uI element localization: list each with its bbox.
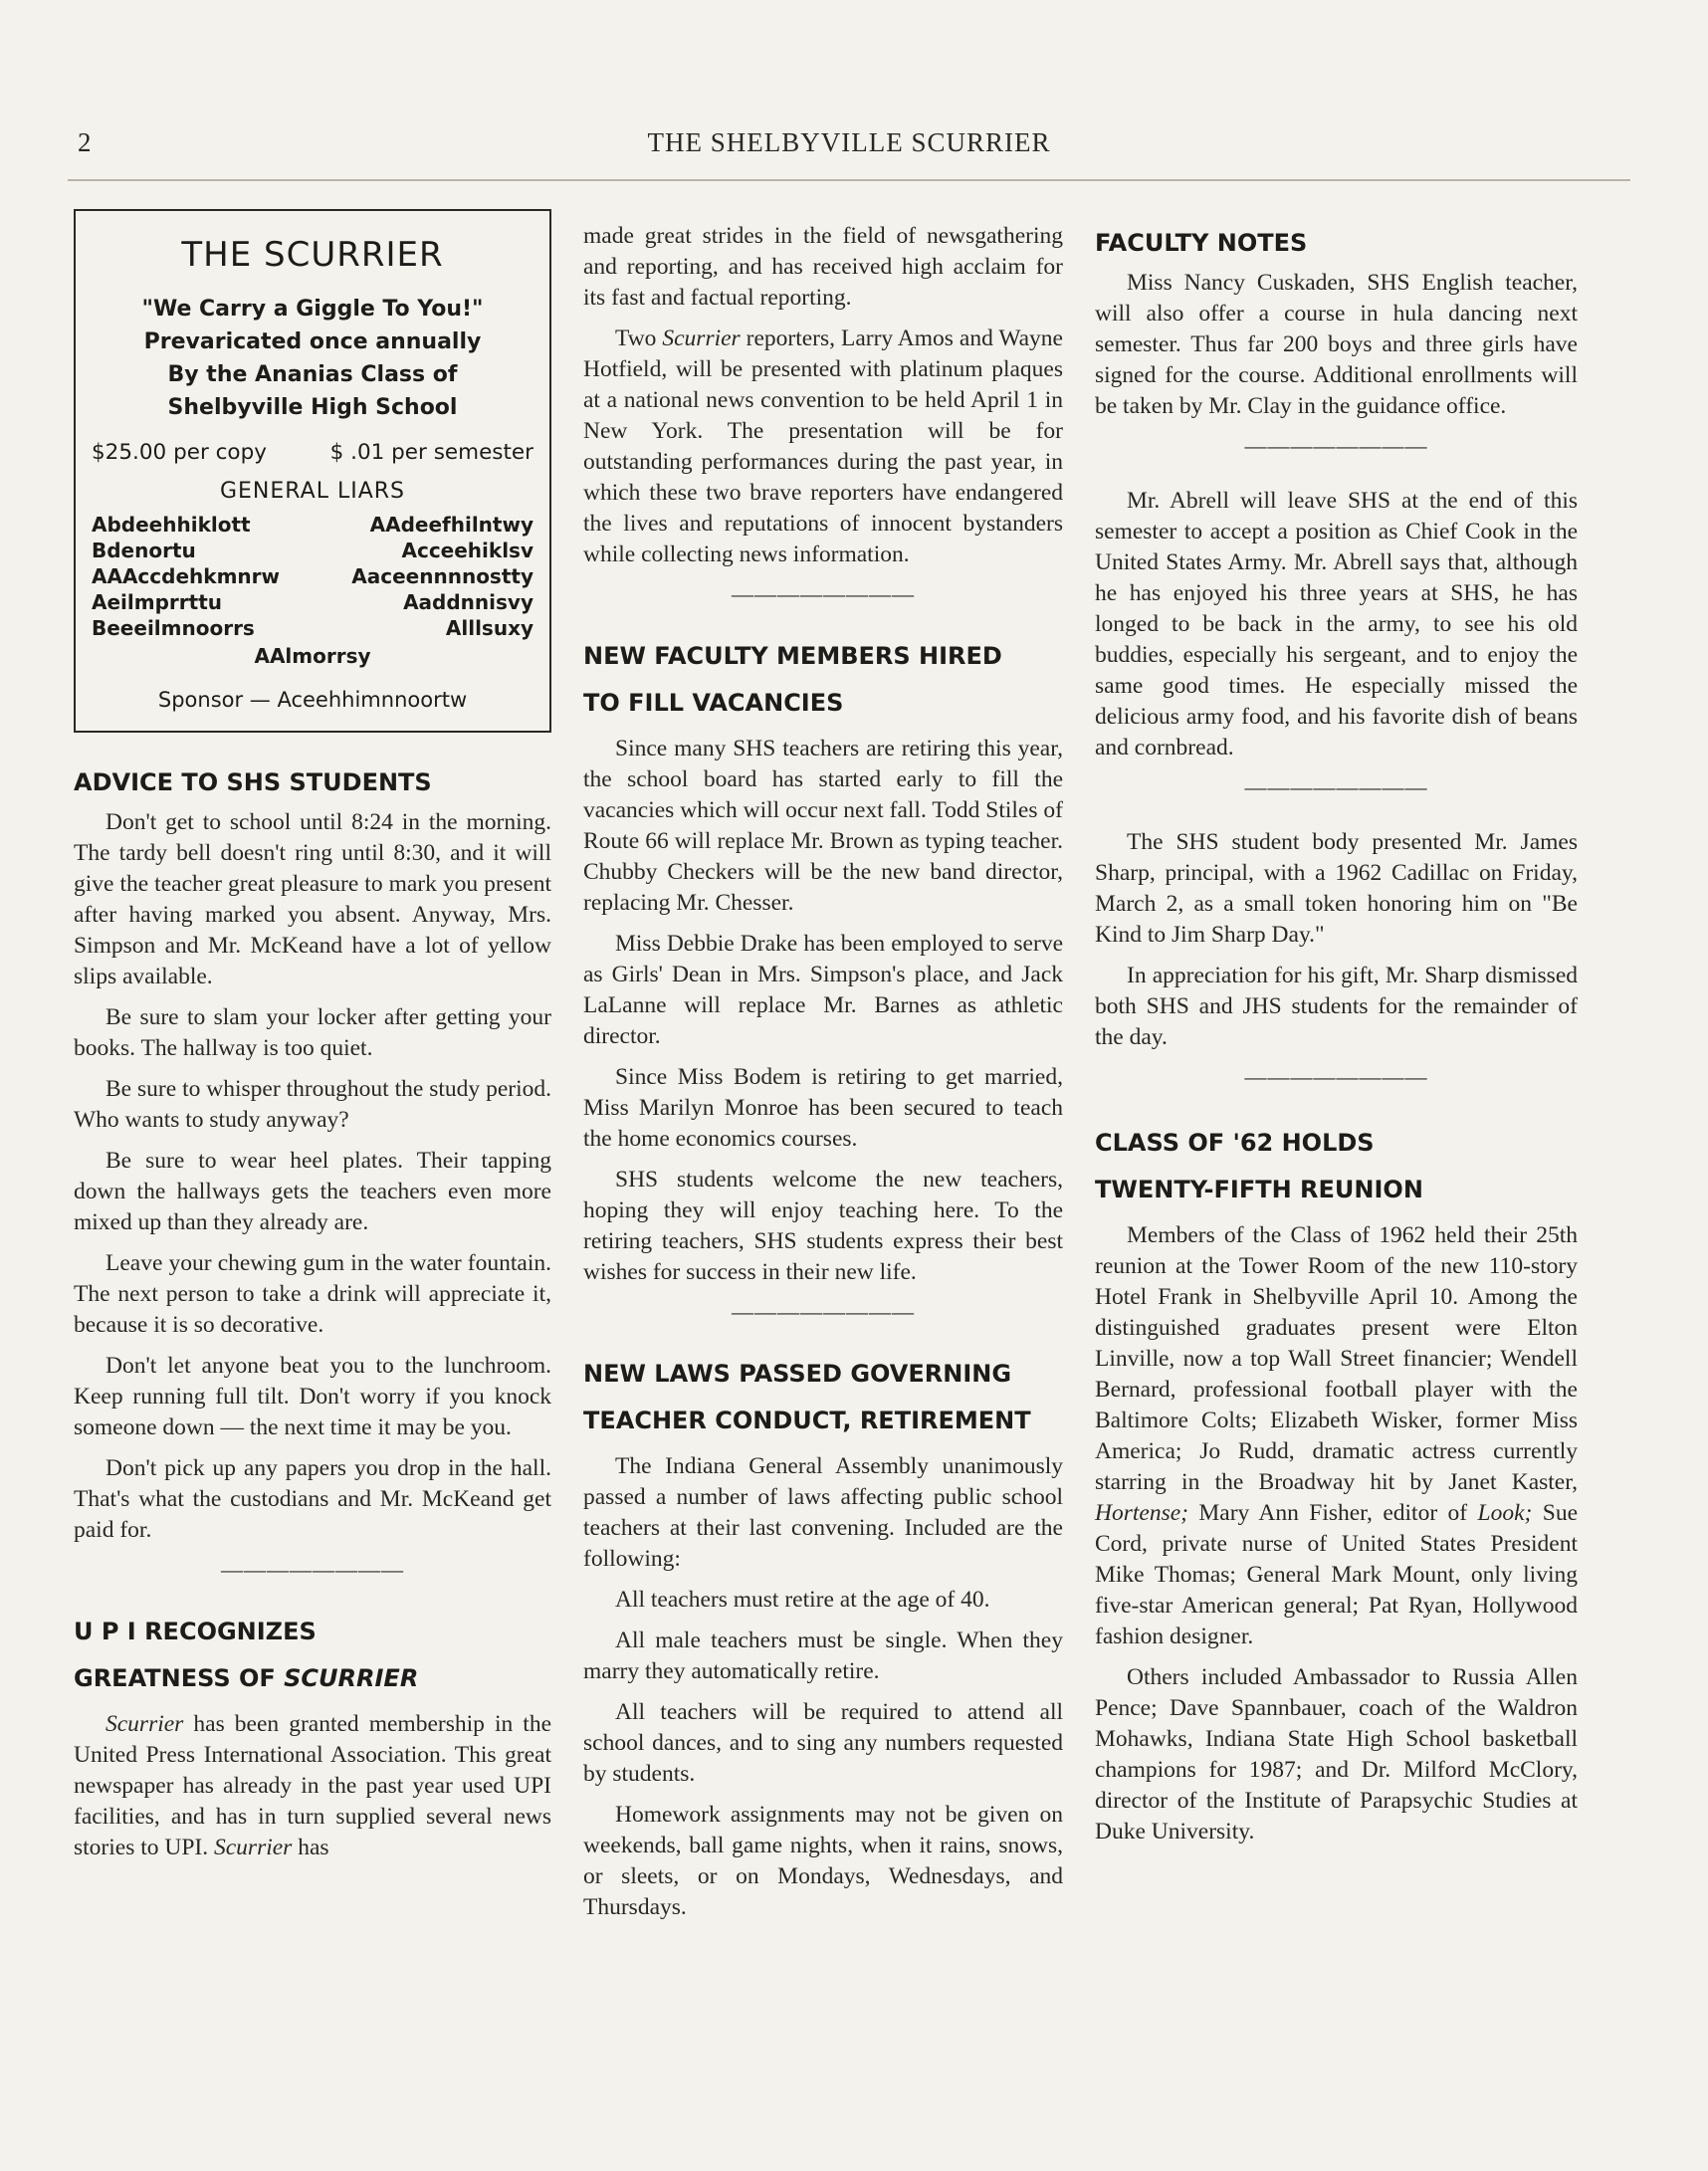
headline-italic: SCURRIER xyxy=(284,1664,419,1692)
article-paragraph: made great strides in the field of newsgathering and reporting, and has received high acclaim for its fast and factual reporting. xyxy=(583,223,1063,311)
article-paragraph: Others included Ambassador to Russia Allen Pence; Dave Spannbauer, coach of the Waldron Mohawks, Indiana State High School basketball champions for 1987; and Dr. Milford McClory, director of the Institute of Parapsychic Studies at Duke University. xyxy=(1095,1664,1578,1845)
masthead-line: Prevaricated once annually xyxy=(143,329,482,354)
price-per-copy: $25.00 per copy xyxy=(92,440,267,465)
masthead-line: By the Ananias Class of xyxy=(167,362,458,387)
article-paragraph: All male teachers must be single. When they marry they automatically retire. xyxy=(583,1628,1063,1684)
page-number: 2 xyxy=(78,127,93,157)
headline-line: CLASS OF '62 HOLDS xyxy=(1095,1129,1375,1157)
liar-name: AAdeefhilntwy xyxy=(369,513,534,537)
liars-row xyxy=(90,589,535,615)
page-header xyxy=(68,127,1630,167)
liar-name: Abdeehhiklott xyxy=(92,513,251,537)
article-paragraph: Miss Debbie Drake has been employed to serve as Girls' Dean in Mrs. Simpson's place, and Jack LaLanne will replace Mr. Barnes as athletic director. xyxy=(583,931,1063,1049)
masthead-title: THE SCURRIER xyxy=(181,235,444,275)
article-paragraph: SHS students welcome the new teachers, hoping they will enjoy teaching here. To the retiring teachers, SHS students express their best wishes for success in their new life. xyxy=(583,1167,1063,1285)
liars-row xyxy=(90,538,535,563)
article-paragraph: In appreciation for his gift, Mr. Sharp dismissed both SHS and JHS students for the remainder of the day. xyxy=(1095,963,1578,1050)
section-separator: ———————— xyxy=(221,1557,404,1582)
text: Sue Cord, private nurse of United States President Mike Thomas; General Mark Mount, only living five-star American general; Pat Ryan, Hollywood fashion designer. xyxy=(1095,1500,1579,1649)
headline-line: TO FILL VACANCIES xyxy=(583,689,844,717)
liar-name: Aaddnnisvy xyxy=(403,590,534,614)
liar-name-center: AAlmorrsy xyxy=(254,644,371,668)
article-paragraph xyxy=(1095,1220,1578,1652)
italic-text: Hortense; xyxy=(1095,1500,1188,1526)
upi-headline xyxy=(74,1610,551,1701)
article-paragraph: Since many SHS teachers are retiring this year, the school board has started early to fill the vacancies which will occur next fall. Todd Stiles of Route 66 will replace Mr. Brown as typing teacher. Chubby Checkers will be the new band director, replacing Mr. Chesser. xyxy=(583,736,1063,916)
italic-text: Scurrier xyxy=(106,1711,184,1737)
general-liars-title: GENERAL LIARS xyxy=(219,479,406,504)
section-separator: ———————— xyxy=(732,1299,915,1324)
liar-name: Alllsuxy xyxy=(445,616,534,640)
liar-name: Aaceennnnostty xyxy=(351,564,534,588)
article-paragraph: Be sure to slam your locker after getting your books. The hallway is too quiet. xyxy=(74,1004,551,1061)
text: Mary Ann Fisher, editor of xyxy=(1187,1500,1478,1526)
article-paragraph: Be sure to whisper throughout the study period. Who wants to study anyway? xyxy=(74,1076,551,1133)
headline-line: NEW FACULTY MEMBERS HIRED xyxy=(583,642,1002,670)
article-paragraph: Don't get to school until 8:24 in the morning. The tardy bell doesn't ring until 8:30, and it will give the teacher great pleasure to mark you present after having marked you absent. Anyway, Mrs. Simpson and Mr. McKeand have a lot of yellow slips available. xyxy=(74,809,551,989)
liar-name: AAAccdehkmnrw xyxy=(92,564,280,588)
article-paragraph: All teachers must retire at the age of 40. xyxy=(615,1587,990,1613)
article-paragraph: Leave your chewing gum in the water fountain. The next person to take a drink will appreciate it, because it is so decorative. xyxy=(74,1250,551,1338)
headline-text: GREATNESS OF xyxy=(74,1664,285,1692)
article-paragraph xyxy=(74,1709,551,1863)
italic-text: Scurrier xyxy=(214,1835,293,1860)
liars-row xyxy=(90,512,535,538)
headline-line: U P I RECOGNIZES xyxy=(74,1618,317,1645)
column-1 xyxy=(74,209,551,1873)
price-per-semester: $ .01 per semester xyxy=(329,440,534,465)
new-laws-headline xyxy=(583,1352,1063,1443)
liar-name: Aeilmprrttu xyxy=(92,590,222,614)
text: Members of the Class of 1962 held their 25th reunion at the Tower Room of the new 110-story Hotel Frank in Shelbyville April 10. Among the distinguished graduates present were Elton Linville, now a top Wall Street financier; Wendell Bernard, professional football player with the Baltimore Colts; Elizabeth Wisker, former Miss America; Jo Rudd, dramatic actress currently starring in the Broadway hit by Janet Kaster, xyxy=(1095,1222,1578,1495)
masthead-sponsor: Sponsor — Aceehhimnnoortw xyxy=(157,688,468,712)
new-faculty-headline xyxy=(583,634,1063,726)
article-paragraph: Miss Nancy Cuskaden, SHS English teacher, will also offer a course in hula dancing next semester. Thus far 200 boys and three girls have signed for the course. Additional enrollments will be taken by Mr. Clay in the guidance office. xyxy=(1095,270,1578,419)
column-2 xyxy=(583,221,1063,1933)
article-paragraph: All teachers will be required to attend all school dances, and to sing any numbers requested by students. xyxy=(583,1699,1063,1787)
liars-row xyxy=(90,563,535,589)
text: has been granted membership in the United Press International Association. This great newspaper has already in the past year used UPI facilities, and has in turn supplied several news stories to UPI. xyxy=(74,1711,551,1860)
article-paragraph: The Indiana General Assembly unanimously passed a number of laws affecting public school teachers at their last convening. Included are the following: xyxy=(583,1453,1063,1572)
section-separator: ———————— xyxy=(732,581,915,606)
masthead-price-row xyxy=(92,440,534,465)
text: reporters, Larry Amos and Wayne Hotfield, will be presented with platinum plaques at a national news convention to be held April 1 in New York. The presentation will be for outstanding performances during the past year, in which these two brave reporters have endangered the lives and reputations of innocent bystanders while collecting news information. xyxy=(583,326,1063,567)
section-separator: ———————— xyxy=(1244,1064,1428,1089)
section-separator: ———————— xyxy=(1244,433,1428,458)
article-paragraph: Don't let anyone beat you to the lunchroom. Keep running full tilt. Don't worry if you knock someone down — the next time it may be you. xyxy=(74,1353,551,1440)
liar-name: Bdenortu xyxy=(92,539,196,562)
liar-name: Acceehiklsv xyxy=(401,539,534,562)
masthead-line: Shelbyville High School xyxy=(167,395,458,420)
section-separator: ———————— xyxy=(1244,774,1428,799)
newspaper-title: THE SHELBYVILLE SCURRIER xyxy=(647,127,1051,157)
faculty-notes-headline: FACULTY NOTES xyxy=(1095,229,1308,257)
masthead-box xyxy=(74,209,551,733)
text: Two xyxy=(615,326,663,351)
text: has xyxy=(292,1835,329,1860)
headline-line xyxy=(74,1656,551,1701)
headline-line: NEW LAWS PASSED GOVERNING xyxy=(583,1360,1012,1388)
headline-line: TEACHER CONDUCT, RETIREMENT xyxy=(583,1407,1031,1434)
italic-text: Look; xyxy=(1477,1500,1533,1526)
article-paragraph: Be sure to wear heel plates. Their tapping down the hallways gets the teachers even more mixed up than they already are. xyxy=(74,1148,551,1235)
article-paragraph: Since Miss Bodem is retiring to get married, Miss Marilyn Monroe has been secured to teach the home economics courses. xyxy=(583,1064,1063,1152)
headline-line: TWENTY-FIFTH REUNION xyxy=(1095,1176,1423,1203)
header-rule xyxy=(68,179,1630,181)
article-paragraph: Homework assignments may not be given on weekends, ball game nights, when it rains, snows, or sleets, or on Mondays, Wednesdays, and Thursdays. xyxy=(583,1802,1063,1920)
masthead-tagline: "We Carry a Giggle To You!" xyxy=(141,297,484,322)
advice-headline: ADVICE TO SHS STUDENTS xyxy=(74,768,432,796)
article-paragraph: The SHS student body presented Mr. James Sharp, principal, with a 1962 Cadillac on Friday, March 2, as a small token honoring him on "Be Kind to Jim Sharp Day." xyxy=(1095,829,1578,948)
liars-row xyxy=(90,615,535,641)
reunion-headline xyxy=(1095,1121,1578,1212)
column-3 xyxy=(1095,221,1578,1857)
article-paragraph xyxy=(583,324,1063,570)
article-paragraph: Mr. Abrell will leave SHS at the end of this semester to accept a position as Chief Cook in the United States Army. Mr. Abrell says that, although he has enjoyed his three years at SHS, he has longed to be back in the army, to see his old buddies, especially his sergeant, and to enjoy the same good times. He especially missed the delicious army food, and his favorite dish of beans and cornbread. xyxy=(1095,488,1578,760)
article-paragraph: Don't pick up any papers you drop in the hall. That's what the custodians and Mr. McKeand get paid for. xyxy=(74,1455,551,1543)
italic-text: Scurrier xyxy=(662,326,741,351)
liar-name: Beeeilmnoorrs xyxy=(92,616,255,640)
